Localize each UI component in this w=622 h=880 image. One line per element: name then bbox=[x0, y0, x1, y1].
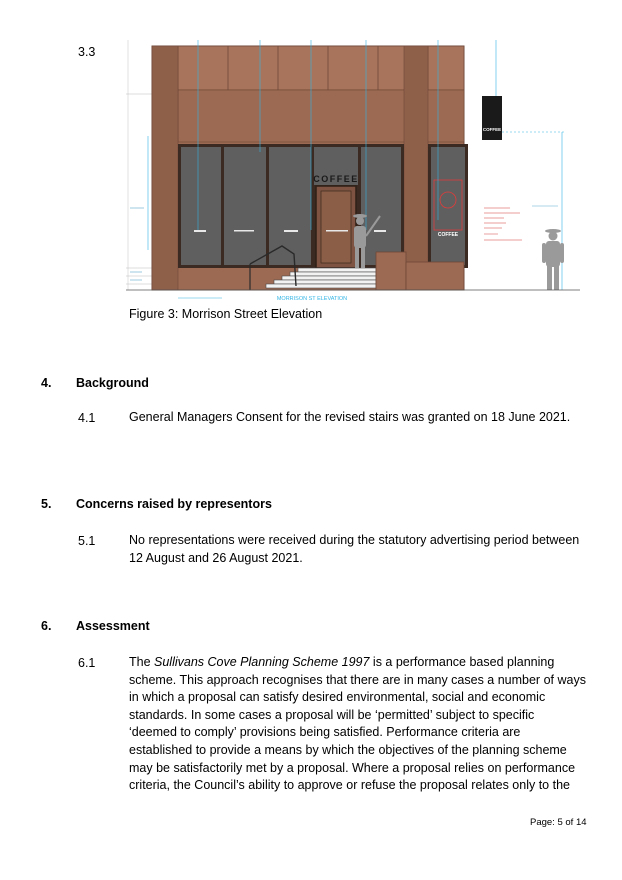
side-window-pane bbox=[431, 147, 465, 265]
left-pier bbox=[152, 46, 178, 290]
figure-number: 3.3 bbox=[78, 45, 96, 59]
text-run: is a performance based planning bbox=[369, 655, 555, 669]
paragraph-line: 12 August and 26 August 2021. bbox=[129, 550, 303, 565]
text-run: The bbox=[129, 655, 155, 669]
side-window-signage: COFFEE bbox=[437, 232, 459, 238]
section-heading: Concerns raised by representors bbox=[76, 497, 272, 511]
figure-caption: Figure 3: Morrison Street Elevation bbox=[129, 307, 323, 321]
paragraph-text bbox=[129, 532, 579, 567]
section-number: 6. bbox=[41, 619, 52, 633]
section-heading: Background bbox=[76, 376, 149, 390]
blade-sign bbox=[482, 96, 502, 140]
right-pier bbox=[404, 46, 428, 290]
window-pane bbox=[361, 147, 401, 265]
paragraph-line: ‘deemed to comply’ provisions being satisfied. Performance criteria are bbox=[129, 725, 521, 740]
scheme-title: Sullivans Cove Planning Scheme 1997 bbox=[154, 655, 370, 669]
morrison-street-elevation-figure bbox=[126, 40, 580, 304]
paragraph-line: General Managers Consent for the revised stairs was granted on 18 June 2021. bbox=[129, 410, 571, 424]
annotation-notes bbox=[484, 208, 522, 240]
upper-panel-band bbox=[178, 46, 428, 90]
section-number: 5. bbox=[41, 497, 52, 511]
section-number: 4. bbox=[41, 376, 52, 390]
elevation-label: MORRISON ST ELEVATION bbox=[276, 296, 348, 302]
planter-box bbox=[406, 262, 464, 290]
window-pane bbox=[269, 147, 311, 265]
paragraph-line: established to provide a means by which the objectives of the planning scheme bbox=[129, 742, 567, 757]
paragraph-line: in which a proposal can satisfy desired environmental, social and economic bbox=[129, 690, 546, 705]
planter-box bbox=[376, 252, 406, 290]
window-pane bbox=[181, 147, 221, 265]
paragraph-line: may be satisfactorily met by a proposal. Where a proposal relies on performance bbox=[129, 760, 576, 775]
paragraph-text bbox=[129, 654, 586, 795]
paragraph-line bbox=[129, 654, 586, 672]
scale-figure-person bbox=[542, 229, 564, 290]
paragraph-line: scheme. This approach recognises that there are in many cases a number of ways bbox=[129, 672, 586, 687]
paragraph-line: standards. In some cases a proposal will be ‘permitted’ subject to specific bbox=[129, 707, 535, 722]
elevation-drawing bbox=[126, 40, 580, 304]
paragraph-text bbox=[129, 409, 570, 427]
section-heading: Assessment bbox=[76, 619, 150, 633]
window-pane bbox=[224, 147, 266, 265]
paragraph-number: 6.1 bbox=[78, 656, 96, 670]
paragraph-number: 5.1 bbox=[78, 534, 96, 548]
blade-sign-text: COFFEE bbox=[482, 127, 502, 132]
window-signage: COFFEE bbox=[313, 174, 359, 184]
page-number: Page: 5 of 14 bbox=[530, 817, 587, 828]
paragraph-line: criteria, the Council’s ability to approve or refuse the proposal relates only to the bbox=[129, 778, 570, 793]
paragraph-line: No representations were received during the statutory advertising period between bbox=[129, 533, 580, 547]
paragraph-number: 4.1 bbox=[78, 411, 96, 425]
